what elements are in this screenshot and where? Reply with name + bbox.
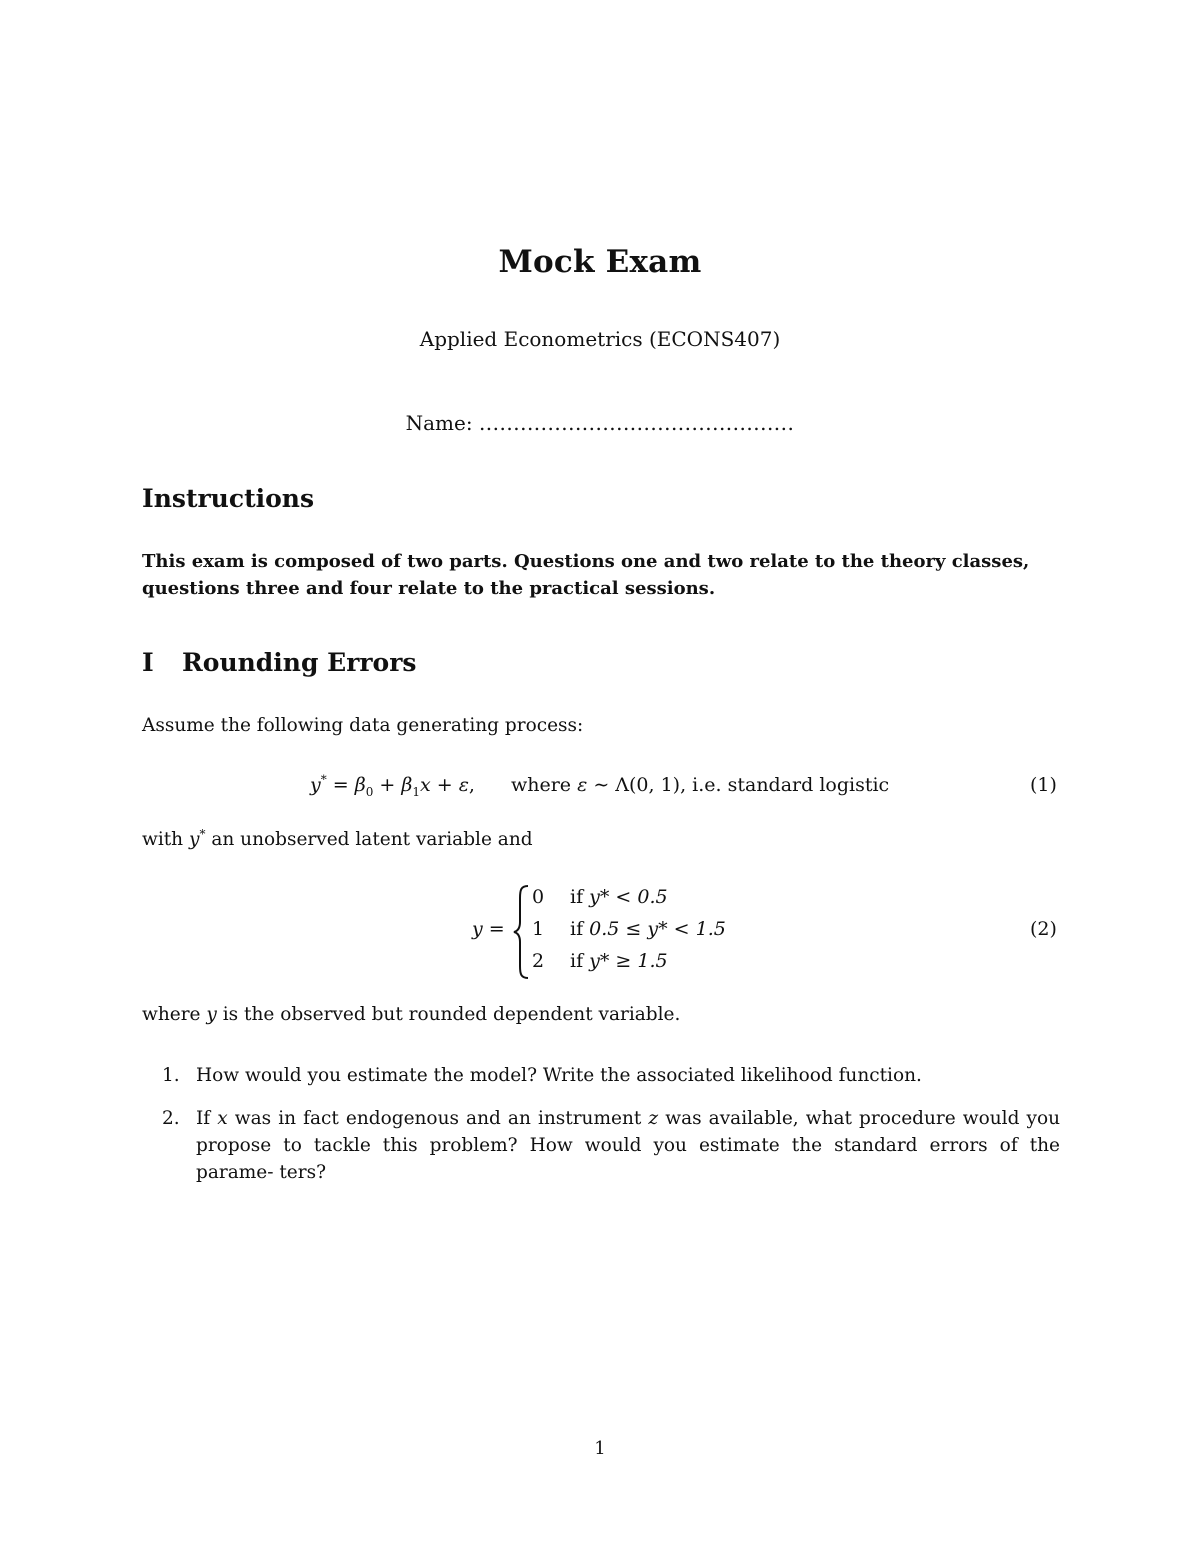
where-suffix: is the observed but rounded dependent variable. [222, 1004, 681, 1025]
name-dotted-blank: .............................................. [478, 411, 795, 435]
equation-2-lhs: y = [472, 918, 505, 940]
with-prefix: with [142, 829, 184, 850]
case-condition: y* ≥ 1.5 [589, 950, 668, 972]
case-value: 0 [532, 886, 545, 908]
case-condition: 0.5 ≤ y* < 1.5 [589, 918, 726, 940]
page-number: 1 [594, 1438, 606, 1459]
question-text: If x was in fact endogenous and an instrument z was available, what procedure would you propose to tackle this problem? How would you estimate the standard errors of the parame- ters? [196, 1108, 1061, 1183]
exam-title: Mock Exam [498, 244, 702, 280]
question-number: 2. [162, 1108, 180, 1129]
case-if: if [570, 886, 584, 908]
eq1-note: i.e. standard logistic [692, 774, 890, 796]
case-row [532, 950, 668, 972]
question-number: 1. [162, 1065, 180, 1086]
equation-2-number: (2) [1030, 918, 1057, 940]
case-value: 2 [532, 950, 545, 972]
latent-variable-paragraph: with y* an unobserved latent variable and [142, 826, 533, 850]
case-if: if [570, 918, 584, 940]
instructions-text: This exam is composed of two parts. Questions one and two relate to the theory classes, questions three and four relate to the practical sessions. [142, 551, 1030, 599]
case-condition: y* < 0.5 [589, 886, 668, 908]
intro-paragraph: Assume the following data generating process: [142, 715, 584, 736]
instructions-heading: Instructions [142, 484, 315, 513]
name-field-line [0, 411, 1200, 435]
question-item [162, 1062, 1060, 1089]
section-title: Rounding Errors [182, 648, 417, 677]
name-label: Name: [405, 411, 473, 435]
case-value: 1 [532, 918, 545, 940]
case-row [532, 886, 668, 908]
question-item [162, 1105, 1060, 1186]
case-if: if [570, 950, 584, 972]
equation-1: $y^* = \beta_0 + \beta_1x + \varepsilon$, where ε ∼ Λ(0, 1), i.e. standard logistic [310, 772, 890, 799]
course-subtitle: Applied Econometrics (ECONS407) [419, 327, 781, 351]
where-prefix: where [142, 1004, 201, 1025]
section-heading [142, 648, 416, 677]
equation-1-number: (1) [1030, 774, 1057, 796]
with-suffix: an unobserved latent variable and [211, 829, 533, 850]
observed-variable-paragraph: where y is the observed but rounded dependent variable. [142, 1004, 681, 1025]
question-text: How would you estimate the model? Write the associated likelihood function. [196, 1065, 922, 1086]
eq1-where: where [510, 774, 572, 796]
case-row [532, 918, 726, 940]
left-brace-icon [512, 884, 530, 980]
section-number: I [142, 648, 154, 677]
